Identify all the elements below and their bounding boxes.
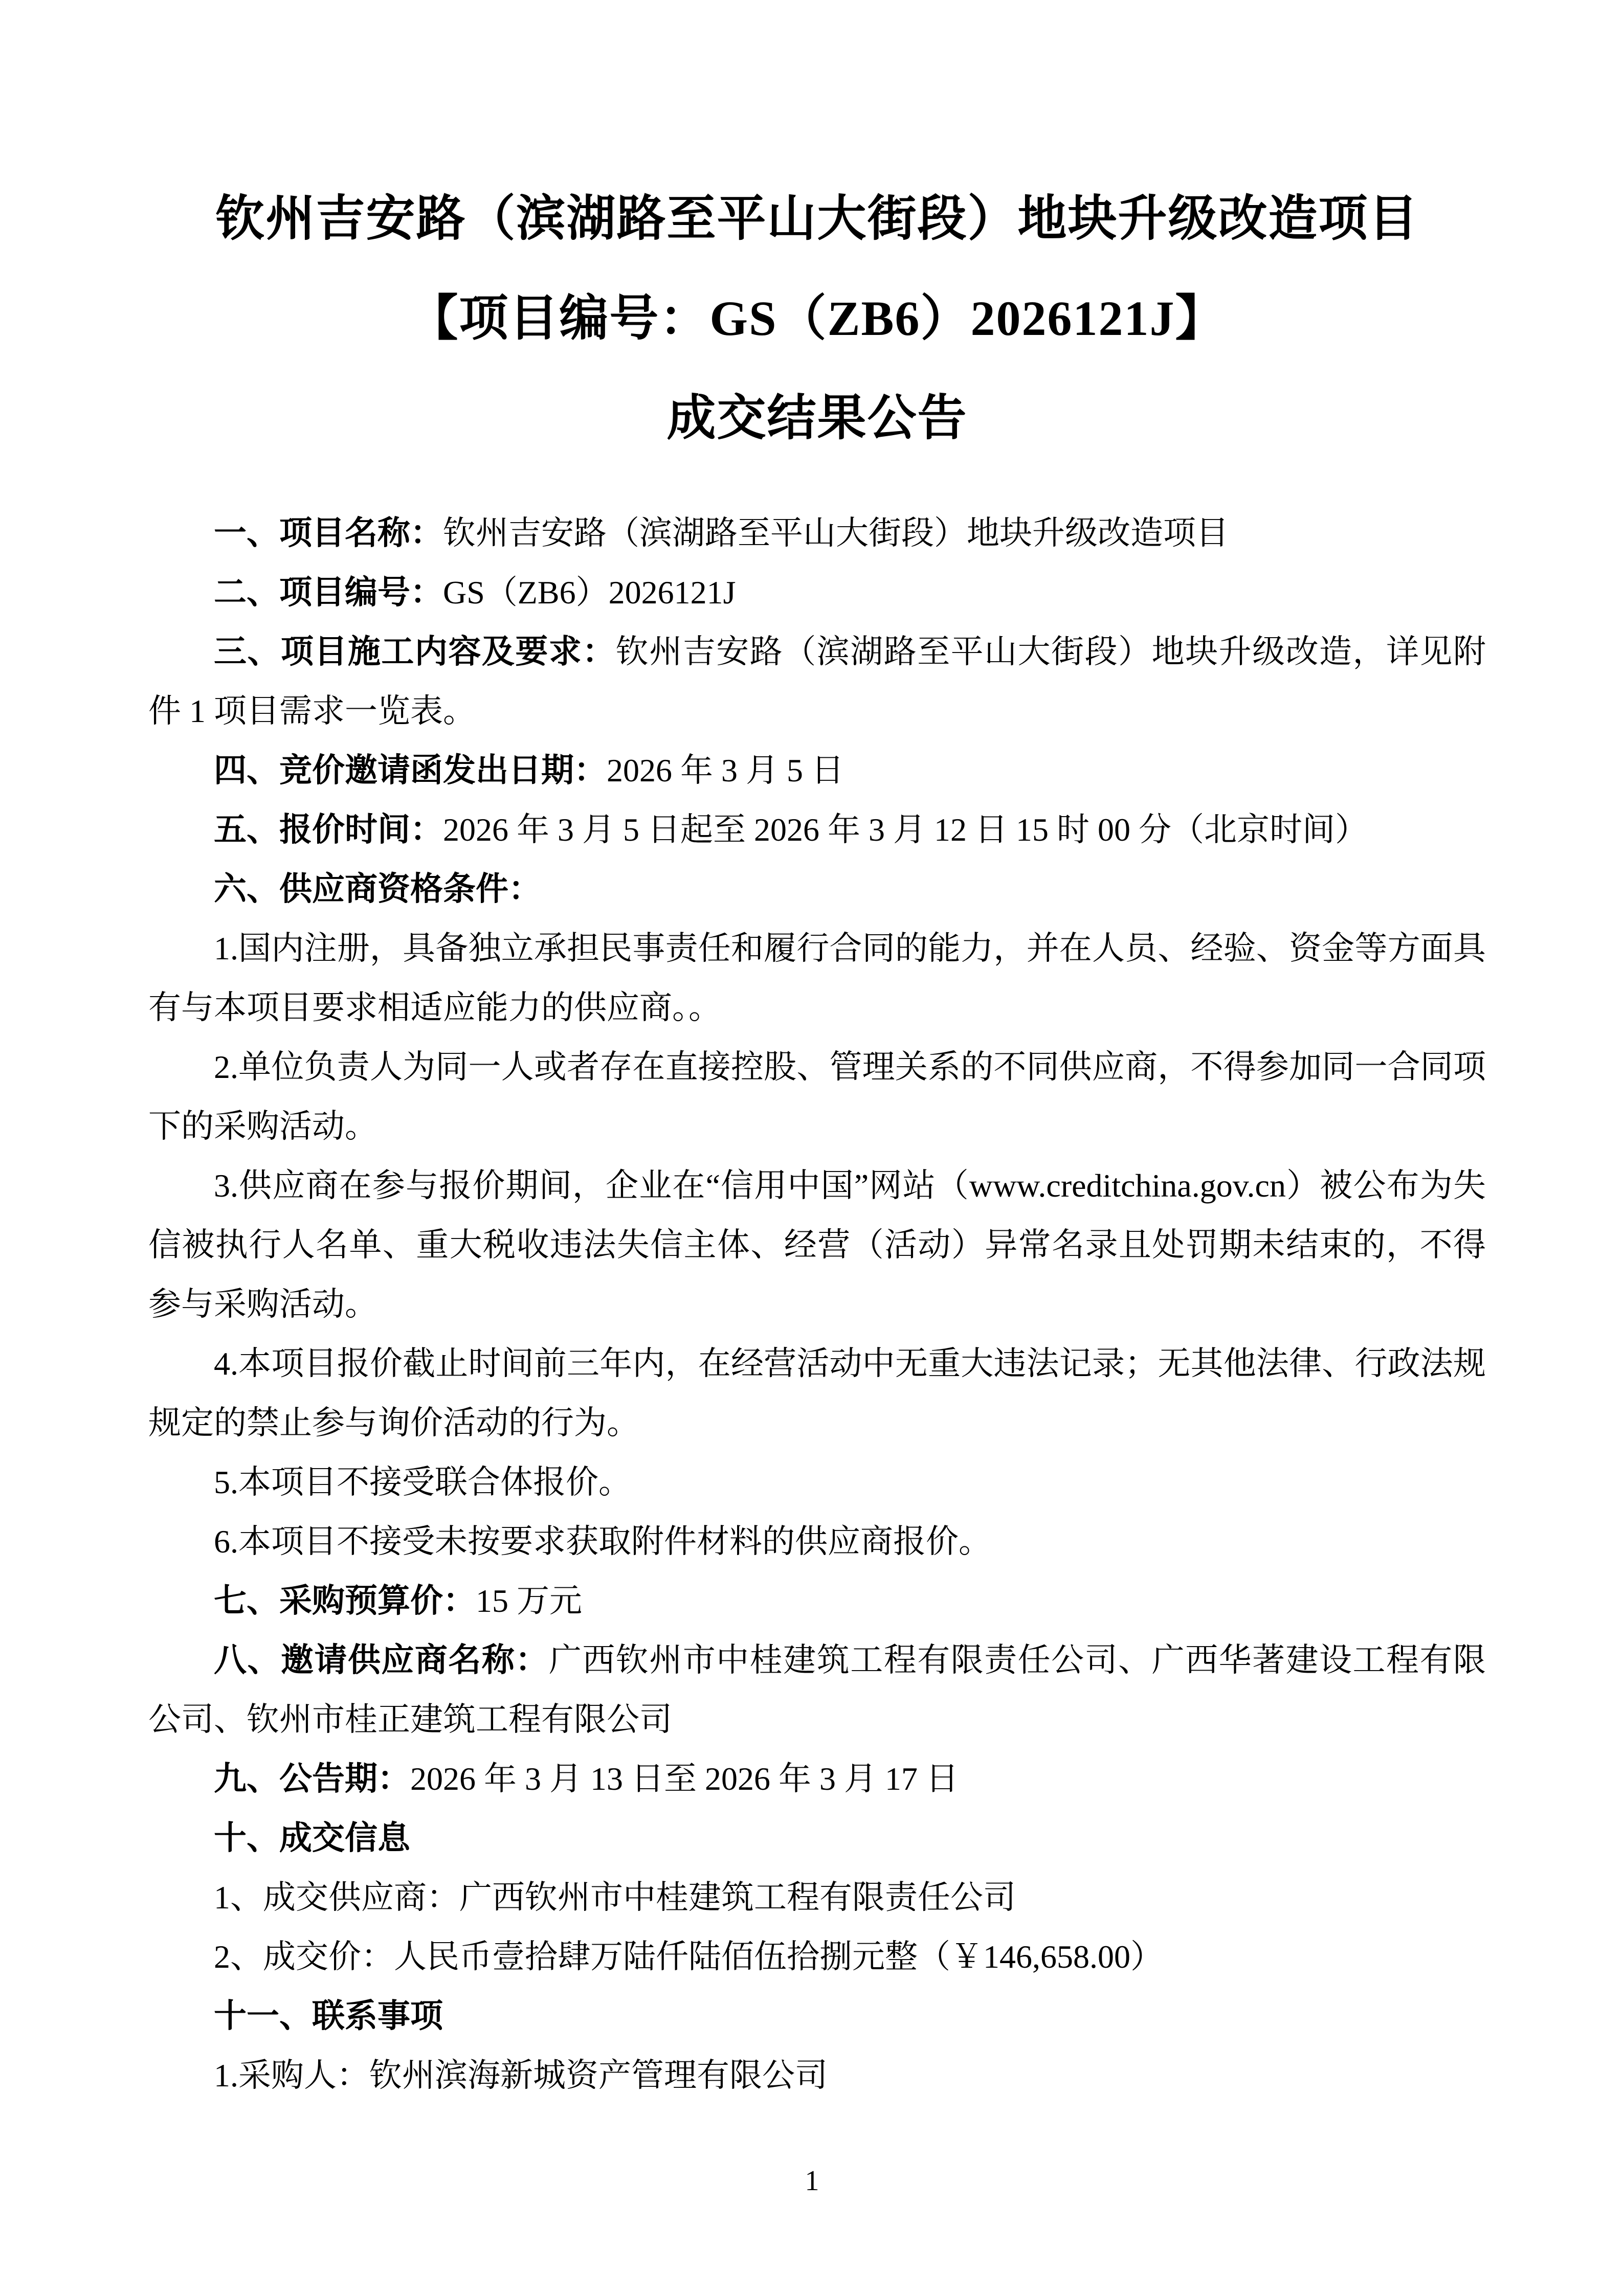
paragraph <box>148 919 1486 1038</box>
paragraph-text: 1.国内注册，具备独立承担民事责任和履行合同的能力，并在人员、经验、资金等方面具有与本项目要求相适应能力的供应商。。 <box>148 930 1486 1026</box>
paragraph <box>148 1453 1486 1512</box>
doc-title-line1: 钦州吉安路（滨湖路至平山大街段）地块升级改造项目 <box>215 191 1419 246</box>
paragraph-label: 四、竞价邀请函发出日期： <box>214 752 607 789</box>
paragraph-text: 2.单位负责人为同一人或者存在直接控股、管理关系的不同供应商，不得参加同一合同项下的采购活动。 <box>148 1049 1486 1144</box>
paragraph <box>148 504 1486 563</box>
paragraph-text: 2026 年 3 月 5 日起至 2026 年 3 月 12 日 15 时 00 分（北京时间） <box>443 812 1368 848</box>
paragraph <box>148 741 1486 800</box>
paragraph-label: 十、成交信息 <box>214 1820 410 1856</box>
paragraph-text: 钦州吉安路（滨湖路至平山大街段）地块升级改造项目 <box>443 515 1229 551</box>
doc-title-line2: 【项目编号：GS（ZB6）2026121J】 <box>409 291 1226 346</box>
paragraph <box>148 1749 1486 1809</box>
paragraph <box>148 1571 1486 1631</box>
paragraph-text: 3.供应商在参与报价期间，企业在“信用中国”网站（www.creditchina.gov.cn）被公布为失信被执行人名单、重大税收违法失信主体、经营（活动）异常名录且处罚期未结束的，不得参与采购活动。 <box>148 1167 1486 1322</box>
paragraph-label: 五、报价时间： <box>214 812 443 848</box>
paragraph-label: 十一、联系事项 <box>214 1998 443 2034</box>
paragraph <box>148 860 1486 919</box>
paragraph <box>148 622 1486 741</box>
paragraph-text: 1、成交供应商：广西钦州市中桂建筑工程有限责任公司 <box>214 1879 1016 1916</box>
paragraph <box>148 2046 1486 2105</box>
paragraph <box>148 1512 1486 1571</box>
paragraph-label: 六、供应商资格条件： <box>214 871 541 907</box>
paragraph-text: 2、成交价：人民币壹拾肆万陆仟陆佰伍拾捌元整（￥146,658.00） <box>214 1939 1163 1975</box>
paragraph-label: 九、公告期： <box>214 1761 410 1797</box>
paragraph-label: 二、项目编号： <box>214 574 443 611</box>
paragraph-label: 一、项目名称： <box>214 515 443 551</box>
paragraph <box>148 1868 1486 1927</box>
paragraph <box>148 1987 1486 2046</box>
paragraph <box>148 1809 1486 1868</box>
paragraph <box>148 1927 1486 1987</box>
paragraph-text: 钦州吉安路（滨湖路至平山大街段）地块升级改造，详见附件 1 项目需求一览表。 <box>148 634 1486 729</box>
paragraph-label: 七、采购预算价： <box>214 1583 476 1619</box>
paragraph-label: 八、邀请供应商名称： <box>214 1642 549 1678</box>
page-number: 1 <box>805 2165 819 2197</box>
paragraph <box>148 563 1486 622</box>
paragraph <box>148 1038 1486 1156</box>
paragraph-text: 5.本项目不接受联合体报价。 <box>214 1464 631 1500</box>
paragraph-text: 2026 年 3 月 5 日 <box>607 752 844 789</box>
paragraph-text: 6.本项目不接受未按要求获取附件材料的供应商报价。 <box>214 1523 991 1560</box>
paragraph <box>148 1156 1486 1334</box>
paragraph <box>148 800 1486 860</box>
doc-body <box>148 504 1486 2105</box>
paragraph-text: 广西钦州市中桂建筑工程有限责任公司、广西华著建设工程有限公司、钦州市桂正建筑工程有限公司 <box>148 1642 1486 1738</box>
doc-title-line3: 成交结果公告 <box>666 391 968 445</box>
paragraph-text: 2026 年 3 月 13 日至 2026 年 3 月 17 日 <box>410 1761 959 1797</box>
paragraph-label: 三、项目施工内容及要求： <box>214 634 616 670</box>
paragraph-text: 1.采购人：钦州滨海新城资产管理有限公司 <box>214 2057 828 2094</box>
paragraph-text: GS（ZB6）2026121J <box>443 574 736 611</box>
paragraph-text: 4.本项目报价截止时间前三年内，在经营活动中无重大违法记录；无其他法律、行政法规规定的禁止参与询价活动的行为。 <box>148 1345 1486 1441</box>
paragraph <box>148 1631 1486 1749</box>
paragraph <box>148 1334 1486 1453</box>
doc-title-block <box>148 169 1486 468</box>
paragraph-text: 15 万元 <box>476 1583 582 1619</box>
